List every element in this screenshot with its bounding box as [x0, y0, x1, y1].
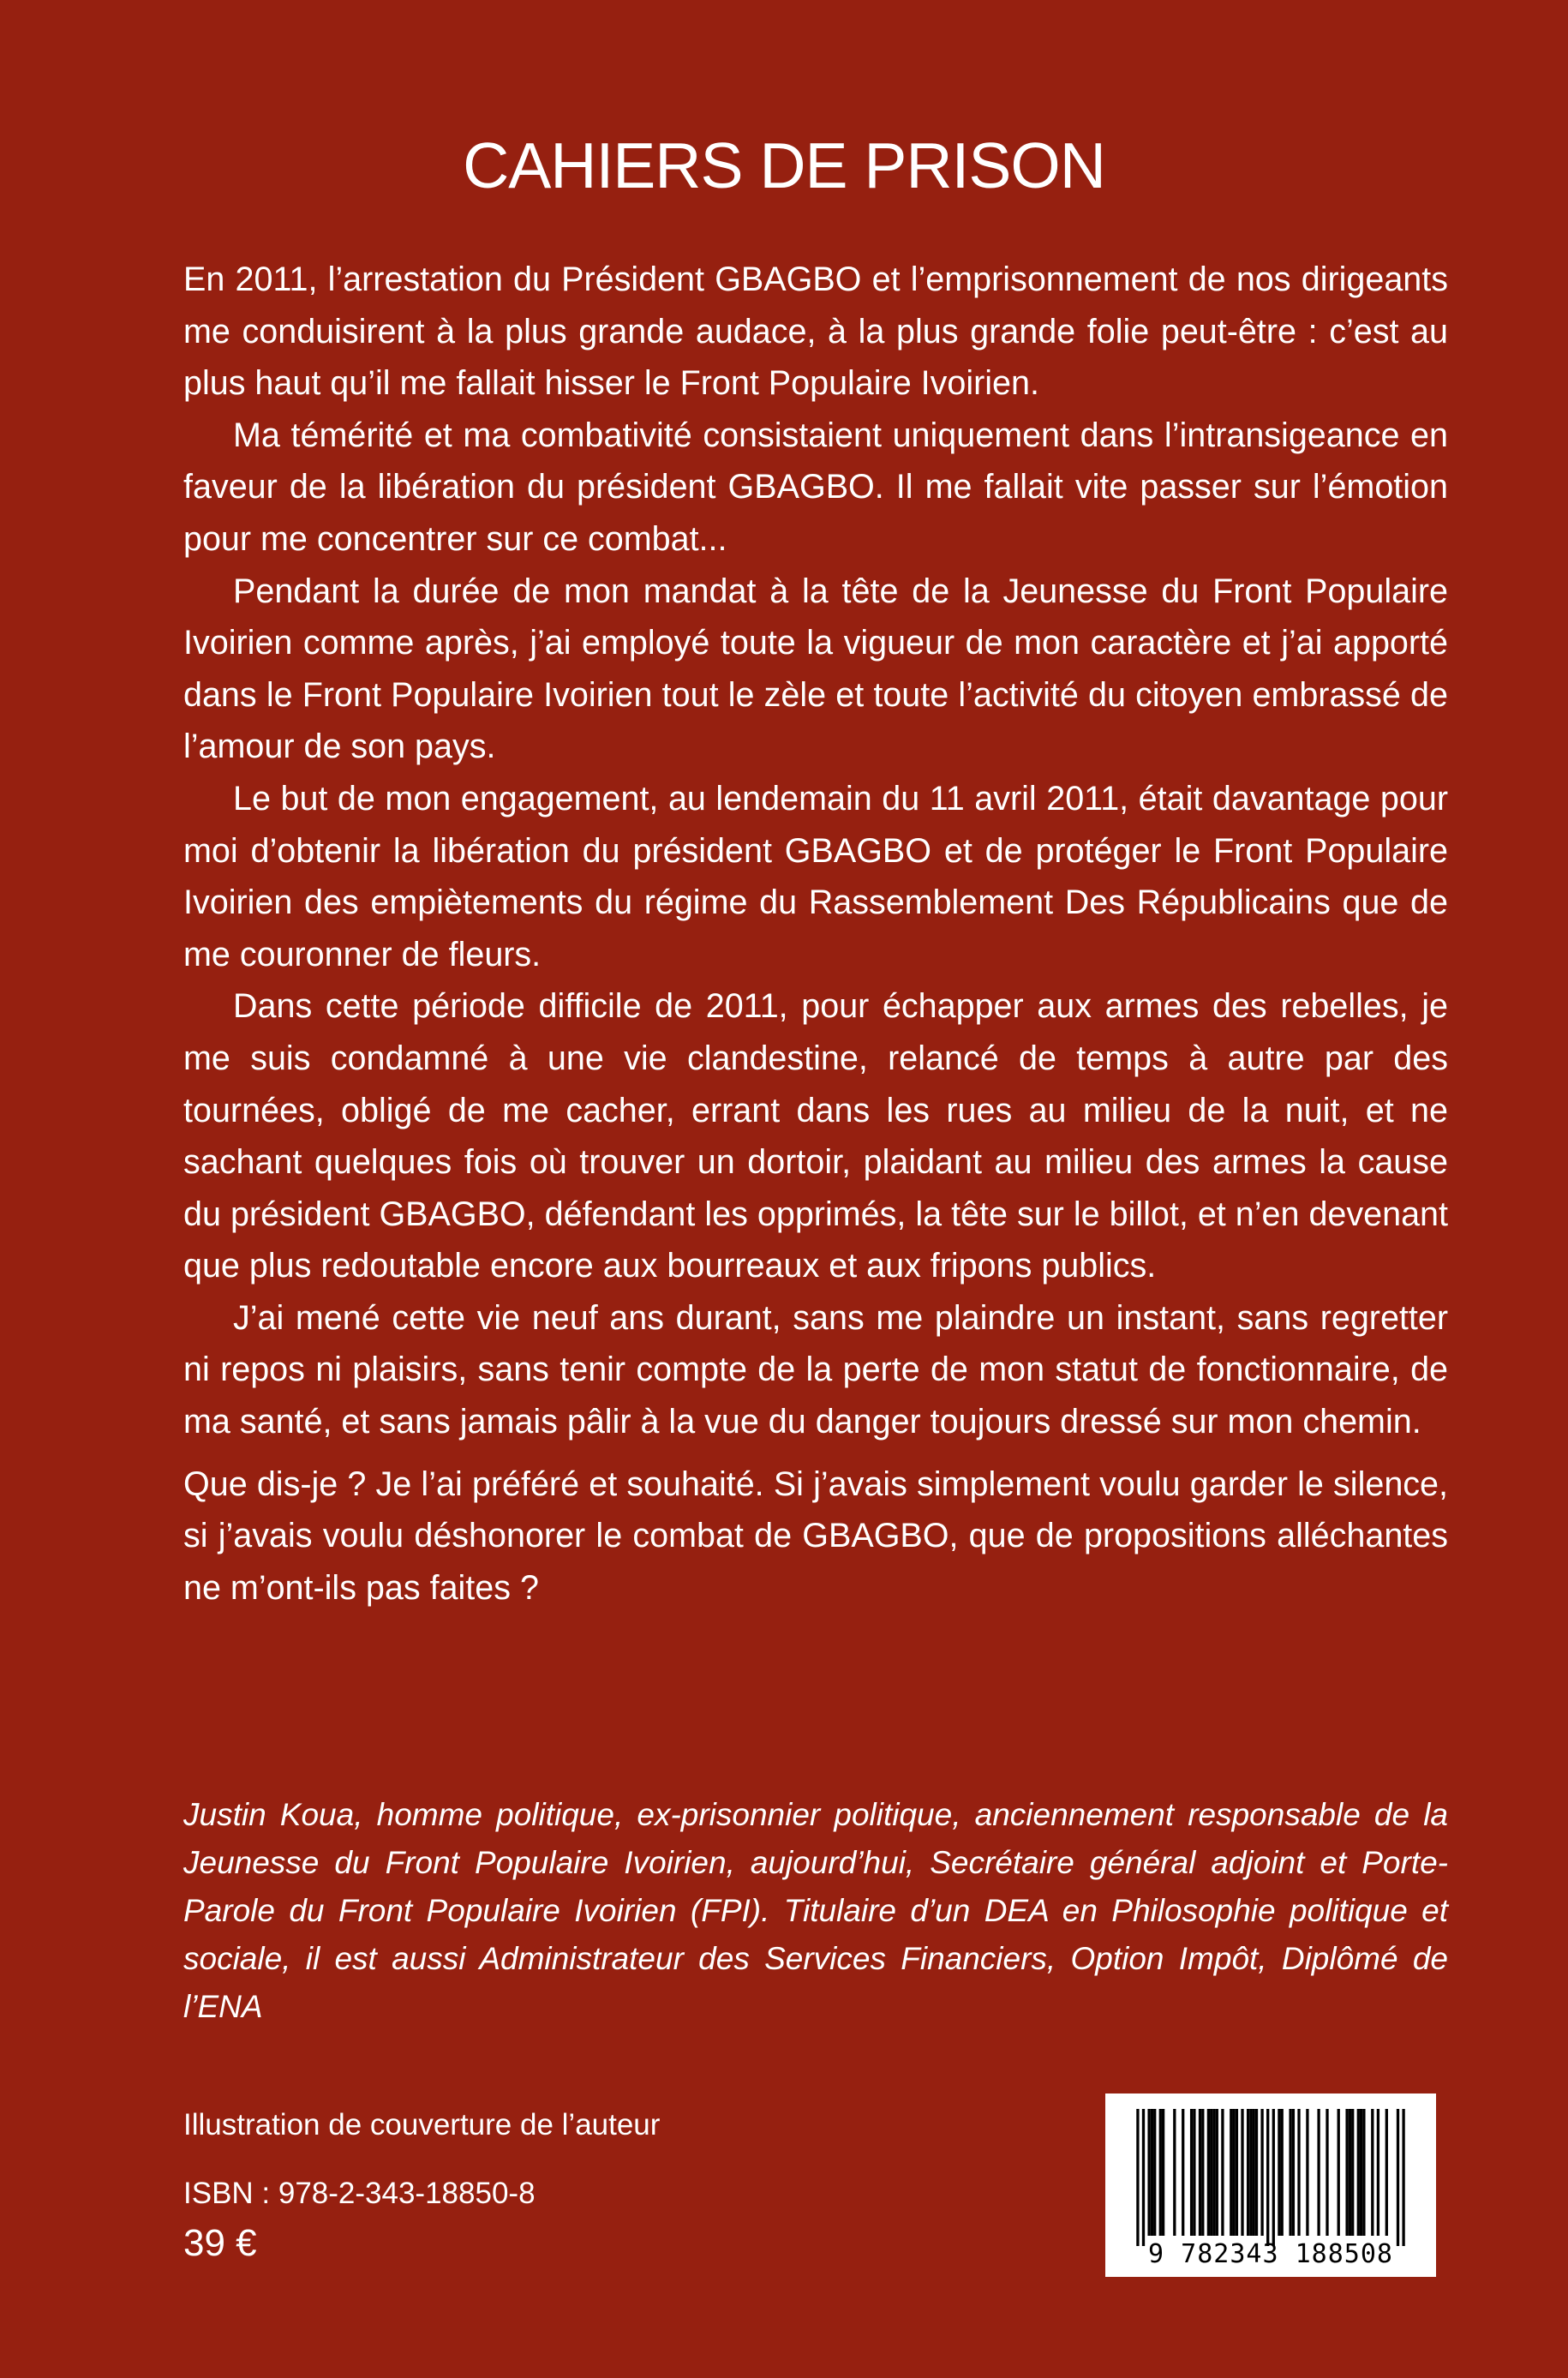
blurb-paragraph-7: Que dis-je ? Je l’ai préféré et souhaité. Si j’avais simplement voulu garder le silence, si j’avais voulu déshonorer le combat de GBAGBO, que de propositions alléchantes ne m’ont-ils pas faites ?	[183, 1465, 1448, 1607]
barcode-bar	[1306, 2109, 1308, 2236]
barcode-bar	[1253, 2109, 1255, 2236]
price: 39 €	[183, 2222, 257, 2264]
barcode-bar	[1232, 2109, 1235, 2236]
author-bio: Justin Koua, homme politique, ex-prisonnier politique, anciennement responsable de la Jeunesse du Front Populaire Ivoirien, aujourd’hui, Secrétaire général adjoint et Porte-Parole du Front Populaire Ivoirien (FPI). Titulaire d’un DEA en Philosophie politique et sociale, il est aussi Administrateur des Services Financiers, Option Impôt, Diplômé de l’ENA	[183, 1797, 1448, 2024]
barcode-bar	[1349, 2109, 1351, 2236]
barcode-bar	[1402, 2109, 1404, 2246]
barcode-bar	[1345, 2109, 1348, 2236]
barcode-bar	[1147, 2109, 1150, 2236]
barcode-bar	[1190, 2109, 1193, 2236]
barcode-bar	[1397, 2109, 1399, 2246]
barcode-bar	[1241, 2109, 1243, 2236]
barcode-bar	[1351, 2109, 1354, 2236]
barcode-bar	[1153, 2109, 1156, 2236]
barcode-bar	[1338, 2109, 1340, 2236]
barcode-bar	[1360, 2109, 1362, 2236]
barcode-bar	[1317, 2109, 1320, 2236]
barcode-bar	[1182, 2109, 1184, 2236]
barcode-bar	[1289, 2109, 1291, 2236]
barcode-bar	[1136, 2109, 1139, 2246]
barcode-bar	[1385, 2109, 1388, 2236]
blurb	[183, 254, 1448, 1614]
barcode-bar	[1221, 2109, 1224, 2236]
barcode-bar	[1159, 2109, 1162, 2236]
barcode-bar	[1207, 2109, 1210, 2236]
barcode-bar	[1272, 2109, 1275, 2246]
illustration-credit: Illustration de couverture de l’auteur	[183, 2108, 661, 2141]
barcode-bar	[1236, 2109, 1238, 2236]
barcode-bar	[1266, 2109, 1269, 2246]
barcode-bar	[1249, 2109, 1252, 2236]
barcode-bar	[1326, 2109, 1328, 2236]
barcode	[1105, 2093, 1436, 2277]
barcode-digits: 9 782343 188508	[1148, 2239, 1393, 2269]
blurb-paragraph-5: Dans cette période difficile de 2011, pour échapper aux armes des rebelles, je me suis condamné à une vie clandestine, relancé de temps à autre par des tournées, obligé de me cacher, errant dans les rues au milieu de la nuit, et ne sachant quelques fois où trouver un dortoir, plaidant au milieu des armes la cause du président GBAGBO, défendant les opprimés, la tête sur le billot, et n’en devenant que plus redoutable encore aux bourreaux et aux fripons publics.	[183, 987, 1448, 1285]
barcode-bar	[1255, 2109, 1258, 2236]
barcode-bar	[1377, 2109, 1379, 2236]
barcode-bar	[1162, 2109, 1164, 2236]
barcode-bar	[1173, 2109, 1176, 2236]
blurb-paragraph-6: J’ai mené cette vie neuf ans durant, sans me plaindre un instant, sans regretter ni repos ni plaisirs, sans tenir compte de la perte de mon statut de fonctionnaire, de ma santé, et sans jamais pâlir à la vue du danger toujours dressé sur mon chemin.	[183, 1298, 1448, 1441]
barcode-bar	[1371, 2109, 1373, 2236]
barcode-bar	[1199, 2109, 1201, 2236]
barcode-bar	[1260, 2109, 1263, 2236]
blurb-paragraph-4: Le but de mon engagement, au lendemain du 11 avril 2011, était davantage pour moi d’obtenir la libération du président GBAGBO et de protéger le Front Populaire Ivoirien des empiètements du régime du Rassemblement Des Républicains que de me couronner de fleurs.	[183, 779, 1448, 973]
barcode-bar	[1297, 2109, 1300, 2236]
barcode-bar	[1142, 2109, 1145, 2246]
barcode-bar	[1292, 2109, 1295, 2236]
barcode-bar	[1281, 2109, 1284, 2236]
barcode-bar	[1362, 2109, 1365, 2236]
barcode-bar	[1212, 2109, 1215, 2236]
isbn: ISBN : 978-2-343-18850-8	[183, 2177, 536, 2210]
barcode-bar	[1247, 2109, 1249, 2236]
barcode-bar	[1230, 2109, 1232, 2236]
barcode-bar	[1201, 2109, 1204, 2236]
barcode-bar	[1216, 2109, 1218, 2236]
barcode-bar	[1151, 2109, 1153, 2236]
blurb-paragraph-1: En 2011, l’arrestation du Président GBAGBO et l’emprisonnement de nos dirigeants me conduisirent à la plus grande audace, à la plus grande folie peut-être : c’est au plus haut qu’il me fallait hisser le Front Populaire Ivoirien.	[183, 261, 1448, 403]
blurb-paragraph-3: Pendant la durée de mon mandat à la tête de la Jeunesse du Front Populaire Ivoirien comme après, j’ai employé toute la vigueur de mon caractère et j’ai apporté dans le Front Populaire Ivoirien tout le zèle et toute l’activité du citoyen embrassé de l’amour de son pays.	[183, 572, 1448, 766]
blurb-paragraph-2: Ma témérité et ma combativité consistaient uniquement dans l’intransigeance en faveur de la libération du président GBAGBO. Il me fallait vite passer sur l’émotion pour me concentrer sur ce combat...	[183, 416, 1448, 558]
book-title: CAHIERS DE PRISON	[463, 129, 1105, 201]
barcode-bar	[1193, 2109, 1195, 2236]
barcode-bar	[1278, 2109, 1280, 2236]
barcode-bar	[1357, 2109, 1360, 2236]
barcode-bar	[1210, 2109, 1212, 2236]
